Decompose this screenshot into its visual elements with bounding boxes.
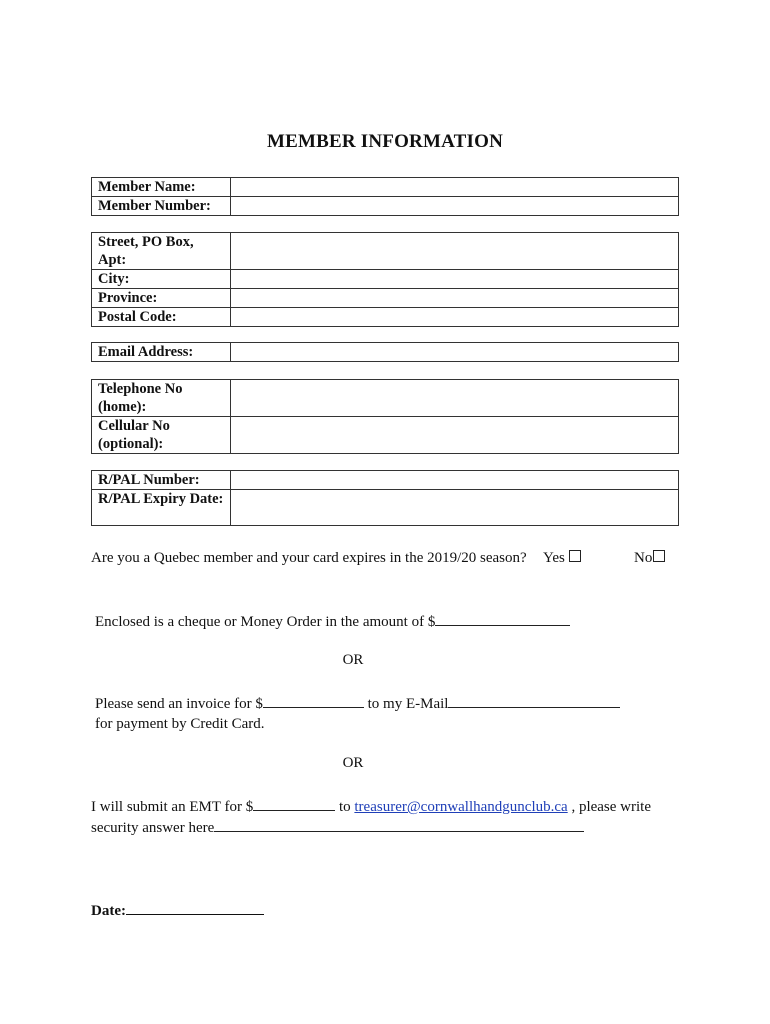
treasurer-email-link[interactable]: treasurer@cornwallhandgunclub.ca xyxy=(354,799,568,815)
province-field[interactable] xyxy=(231,289,679,308)
emt-line-2 xyxy=(91,817,584,838)
date-line xyxy=(91,900,264,921)
invoice-line xyxy=(95,693,620,714)
member-number-field[interactable] xyxy=(231,197,679,216)
phone-table xyxy=(91,379,679,454)
address-table xyxy=(91,232,679,327)
email-label: Email Address: xyxy=(92,343,231,362)
rpal-number-label: R/PAL Number: xyxy=(92,471,231,490)
invoice-amount-blank[interactable] xyxy=(263,693,364,708)
invoice-text-1: Please send an invoice for $ xyxy=(95,696,263,712)
province-label: Province: xyxy=(92,289,231,308)
cellular-field[interactable] xyxy=(231,417,679,454)
rpal-table xyxy=(91,470,679,526)
rpal-expiry-field[interactable] xyxy=(231,490,679,526)
quebec-yes-label: Yes xyxy=(543,550,565,566)
emt-line xyxy=(91,796,651,817)
street-field[interactable] xyxy=(231,233,679,270)
invoice-line-2: for payment by Credit Card. xyxy=(95,716,265,732)
invoice-text-2: to my E-Mail xyxy=(367,696,449,712)
date-label: Date: xyxy=(91,903,126,919)
quebec-no-checkbox[interactable] xyxy=(653,550,665,562)
or-divider-2: OR xyxy=(342,755,364,771)
telephone-field[interactable] xyxy=(231,380,679,417)
city-field[interactable] xyxy=(231,270,679,289)
cheque-line xyxy=(95,611,570,632)
quebec-no-label: No xyxy=(634,550,653,566)
emt-text-2: to xyxy=(338,799,351,815)
member-number-label: Member Number: xyxy=(92,197,231,216)
quebec-question: Are you a Quebec member and your card expires in the 2019/20 season? xyxy=(91,550,527,566)
postal-code-field[interactable] xyxy=(231,308,679,327)
page-title: MEMBER INFORMATION xyxy=(267,131,503,152)
email-field[interactable] xyxy=(231,343,679,362)
invoice-email-blank[interactable] xyxy=(448,693,620,708)
telephone-label: Telephone No (home): xyxy=(92,380,231,417)
rpal-expiry-label: R/PAL Expiry Date: xyxy=(92,490,231,526)
street-label: Street, PO Box, Apt: xyxy=(92,233,231,270)
email-table xyxy=(91,342,679,362)
cheque-amount-blank[interactable] xyxy=(435,611,570,626)
rpal-number-field[interactable] xyxy=(231,471,679,490)
emt-amount-blank[interactable] xyxy=(253,796,335,811)
member-table xyxy=(91,177,679,216)
member-name-label: Member Name: xyxy=(92,178,231,197)
quebec-yes[interactable] xyxy=(543,548,581,568)
date-blank[interactable] xyxy=(126,900,264,915)
quebec-yes-checkbox[interactable] xyxy=(569,550,581,562)
cellular-label: Cellular No (optional): xyxy=(92,417,231,454)
postal-code-label: Postal Code: xyxy=(92,308,231,327)
security-answer-label: security answer here xyxy=(91,820,215,836)
city-label: City: xyxy=(92,270,231,289)
emt-text-1: I will submit an EMT for $ xyxy=(91,799,254,815)
emt-text-3: , please write xyxy=(571,799,652,815)
or-divider-1: OR xyxy=(342,652,364,668)
cheque-text: Enclosed is a cheque or Money Order in the amount of $ xyxy=(95,614,436,630)
security-answer-blank[interactable] xyxy=(214,817,584,832)
member-name-field[interactable] xyxy=(231,178,679,197)
quebec-no[interactable] xyxy=(634,548,665,568)
